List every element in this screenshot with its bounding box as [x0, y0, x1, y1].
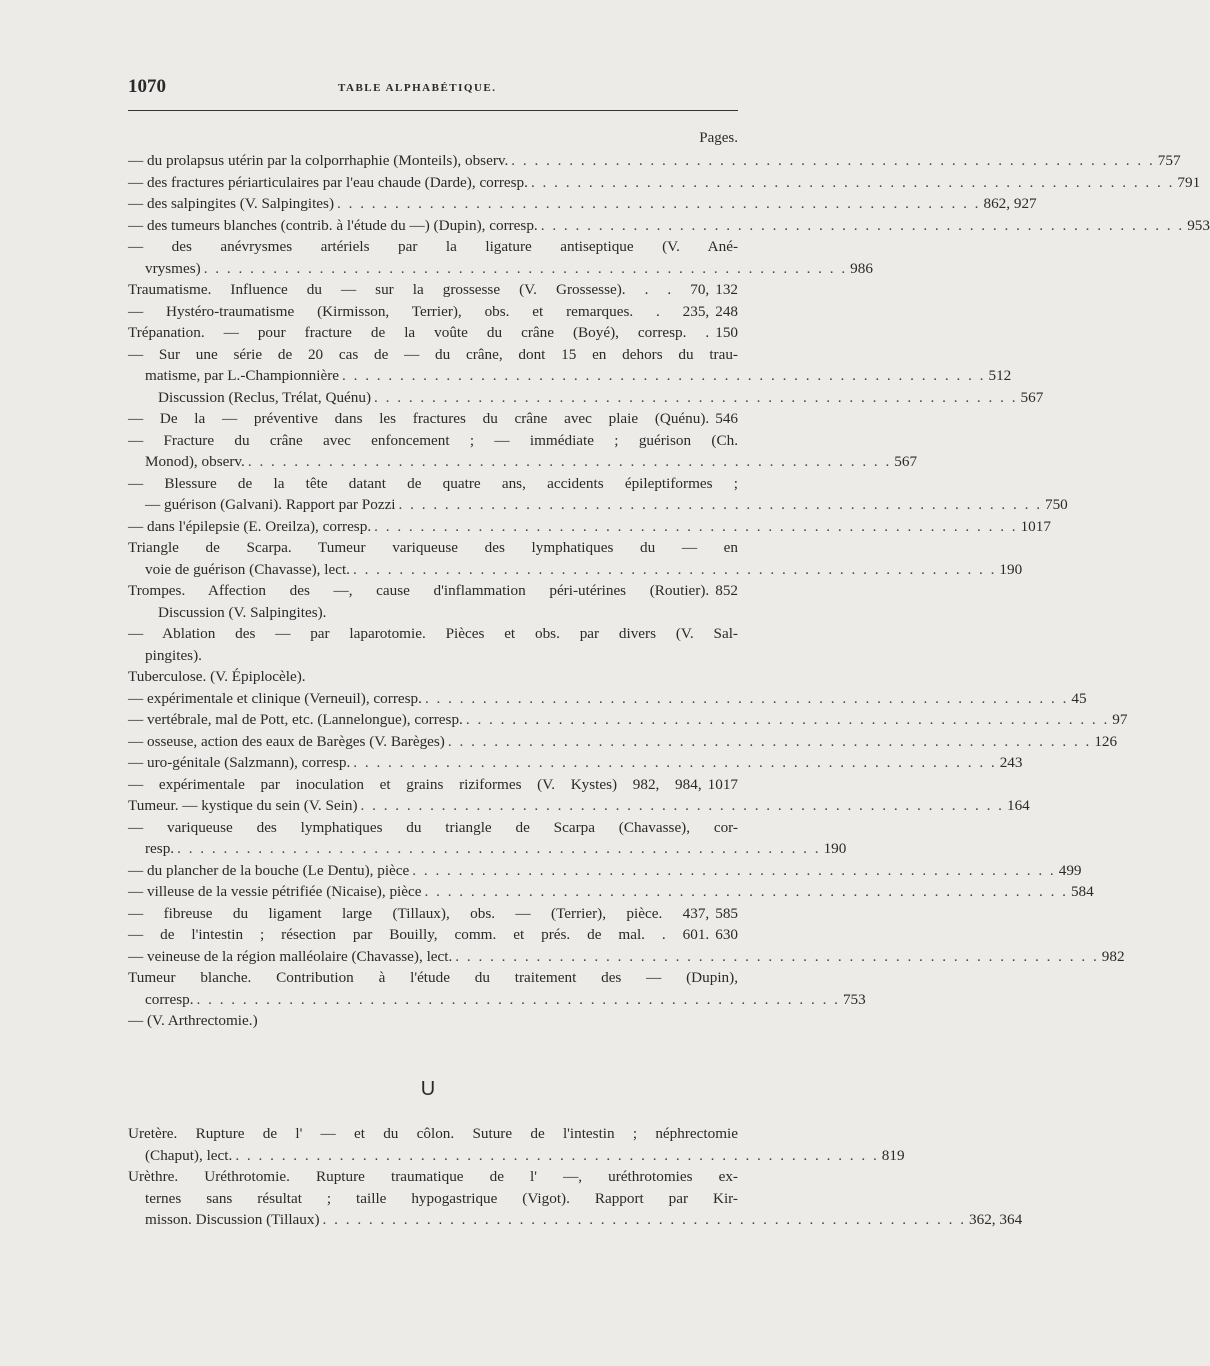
entry-text: — villeuse de la vessie pétrifiée (Nicaise), pièce — [128, 883, 422, 900]
page-reference: 150 — [715, 324, 738, 341]
dot-leader — [422, 688, 1071, 710]
dot-leader — [409, 860, 1058, 882]
page-reference: 567 — [1020, 388, 1044, 406]
entry-text: — Fracture du crâne avec enfoncement ; — immédiate ; guérison (Ch. — [128, 431, 738, 449]
index-line — [128, 709, 1128, 731]
dot-leader — [201, 258, 850, 280]
index-line — [128, 193, 1037, 215]
dot-leader — [194, 989, 843, 1011]
entry-text: resp. — [145, 840, 175, 857]
entry-text: Discussion (V. Salpingites). — [158, 603, 327, 621]
index-line — [128, 322, 738, 344]
running-title: TABLE ALPHABÉTIQUE. — [338, 82, 497, 94]
entry-text: — des anévrysmes artériels par la ligature antiseptique (V. Ané- — [128, 238, 738, 255]
index-line — [128, 666, 738, 688]
entry-text: Trépanation. — pour fracture de la voûte du crâne (Boyé), corresp. . — [128, 324, 710, 341]
page-reference: 97 — [1112, 711, 1128, 728]
page-reference: 362, 364 — [969, 1211, 1023, 1228]
page-reference: 567 — [894, 453, 918, 470]
index-line — [128, 1123, 738, 1145]
dot-leader — [350, 559, 999, 581]
section-letter: U — [420, 1078, 436, 1100]
entry-text: — Blessure de la tête datant de quatre ans, accidents épileptiformes ; — [128, 474, 738, 492]
page-reference: 1017 — [1020, 517, 1051, 535]
entry-text: pingites). — [145, 646, 202, 664]
dot-leader — [445, 731, 1094, 753]
page-number: 1070 — [128, 76, 166, 97]
page-reference: 953 — [1187, 216, 1210, 234]
page-reference: 499 — [1058, 861, 1082, 879]
index-line — [128, 1145, 905, 1167]
dot-leader — [508, 150, 1157, 172]
index-line — [128, 236, 738, 258]
page-reference: 630 — [715, 926, 738, 943]
page-reference: 190 — [999, 560, 1023, 578]
index-line — [128, 408, 738, 430]
entry-text: Monod), observ. — [145, 453, 245, 470]
entry-text: Trompes. Affection des —, cause d'inflammation péri-utérines (Routier). — [128, 582, 710, 599]
page-reference: 512 — [988, 367, 1012, 384]
index-line — [128, 752, 1023, 774]
entry-text: matisme, par L.-Championnière — [145, 367, 340, 384]
page-header — [128, 76, 738, 100]
entry-text: Traumatisme. Influence du — sur la grossesse (V. Grossesse). . . 70, — [128, 281, 710, 298]
dot-leader — [350, 752, 999, 774]
page-reference: 862, 927 — [983, 195, 1037, 212]
page-reference: 546 — [715, 410, 738, 427]
index-line — [128, 473, 738, 495]
page-reference: 757 — [1157, 152, 1181, 169]
index-line — [128, 1209, 1023, 1231]
entry-text: misson. Discussion (Tillaux) — [145, 1211, 320, 1228]
dot-leader — [320, 1209, 969, 1231]
index-line — [128, 344, 738, 366]
index-line — [128, 365, 1012, 387]
index-line — [128, 795, 1030, 817]
entry-text: Triangle de Scarpa. Tumeur variqueuse des lymphatiques du — en — [128, 539, 738, 556]
index-entries-u — [128, 1123, 1023, 1231]
dot-leader — [334, 193, 983, 215]
index-line — [128, 924, 738, 946]
index-line — [128, 580, 738, 602]
page-reference: 750 — [1044, 496, 1068, 513]
page-reference: 126 — [1094, 732, 1118, 750]
page-reference: 45 — [1071, 689, 1087, 707]
entry-text: — dans l'épilepsie (E. Oreilza), corresp. — [128, 517, 372, 535]
index-line — [128, 774, 738, 796]
entry-text: — osseuse, action des eaux de Barèges (V. Barèges) — [128, 732, 445, 750]
index-line — [128, 559, 1023, 581]
index-line — [128, 537, 738, 559]
index-line — [128, 838, 847, 860]
pages-column-label: Pages. — [699, 130, 738, 146]
page-reference: 585 — [715, 904, 738, 922]
index-line — [128, 967, 738, 989]
index-line — [128, 1010, 738, 1032]
index-line — [128, 451, 918, 473]
index-line — [128, 903, 738, 925]
page-reference: 1017 — [707, 775, 738, 793]
dot-leader — [528, 172, 1177, 194]
index-line — [128, 387, 1044, 409]
entry-text: Discussion (Reclus, Trélat, Quénu) — [158, 388, 372, 406]
index-line — [128, 279, 738, 301]
entry-text: — uro-génitale (Salzmann), corresp. — [128, 754, 351, 771]
entry-text: — guérison (Galvani). Rapport par Pozzi — [145, 496, 396, 513]
dot-leader — [358, 795, 1007, 817]
index-line — [128, 946, 1125, 968]
entry-text: — expérimentale par inoculation et grains riziformes (V. Kystes) 982, 984, — [128, 775, 702, 793]
page-reference: 248 — [715, 302, 738, 320]
entry-text: — Sur une série de 20 cas de — du crâne, dont 15 en dehors du trau- — [128, 345, 738, 363]
index-line — [128, 881, 1094, 903]
dot-leader — [463, 709, 1112, 731]
entry-text: Urèthre. Uréthrotomie. Rupture traumatique de l' —, uréthrotomies ex- — [128, 1168, 738, 1185]
index-line — [128, 645, 738, 667]
index-line — [128, 989, 866, 1011]
page-reference: 243 — [999, 754, 1023, 771]
entry-text: — De la — préventive dans les fractures du crâne avec plaie (Quénu). — [128, 410, 710, 427]
page-reference: 852 — [715, 582, 738, 599]
index-line — [128, 602, 738, 624]
entry-text: — veineuse de la région malléolaire (Chavasse), lect. — [128, 947, 453, 965]
header-rule — [128, 110, 738, 111]
entry-text: — expérimentale et clinique (Verneuil), corresp. — [128, 689, 422, 707]
dot-leader — [339, 365, 988, 387]
index-line — [128, 258, 873, 280]
page-reference: 982 — [1101, 947, 1125, 965]
entry-text: — de l'intestin ; résection par Bouilly, comm. et prés. de mal. . 601. — [128, 926, 710, 943]
entry-text: — vertébrale, mal de Pott, etc. (Lannelongue), corresp. — [128, 711, 463, 728]
entry-text: Tuberculose. (V. Épiplocèle). — [128, 668, 306, 685]
index-line — [128, 215, 1210, 237]
dot-leader — [538, 215, 1187, 237]
dot-leader — [422, 881, 1071, 903]
dot-leader — [371, 387, 1020, 409]
index-line — [128, 1166, 738, 1188]
page-reference: 986 — [850, 259, 873, 277]
index-line — [128, 860, 1082, 882]
dot-leader — [174, 838, 823, 860]
index-line — [128, 150, 1181, 172]
dot-leader — [371, 516, 1020, 538]
index-line — [128, 817, 738, 839]
entry-text: — du plancher de la bouche (Le Dentu), pièce — [128, 861, 410, 879]
index-line — [128, 623, 738, 645]
entry-text: — des tumeurs blanches (contrib. à l'étude du —) (Dupin), corresp. — [128, 216, 538, 234]
index-line — [128, 430, 738, 452]
entry-text: — variqueuse des lymphatiques du triangle de Scarpa (Chavasse), cor- — [128, 818, 738, 836]
entry-text: Tumeur blanche. Contribution à l'étude du traitement des — (Dupin), — [128, 969, 738, 986]
index-line — [128, 516, 1051, 538]
index-entries — [128, 150, 1210, 1032]
dot-leader — [245, 451, 894, 473]
entry-text: corresp. — [145, 990, 194, 1008]
index-line — [128, 494, 1068, 516]
entry-text: ternes sans résultat ; taille hypogastrique (Vigot). Rapport par Kir- — [145, 1189, 738, 1207]
entry-text: Tumeur. — kystique du sein (V. Sein) — [128, 797, 358, 814]
entry-text: — Ablation des — par laparotomie. Pièces et obs. par divers (V. Sal- — [128, 625, 738, 642]
page-reference: 791 — [1177, 173, 1201, 191]
page-reference: 753 — [842, 990, 866, 1008]
page-reference: 132 — [715, 281, 738, 298]
page-reference: 584 — [1070, 883, 1094, 900]
dot-leader — [232, 1145, 881, 1167]
entry-text: Uretère. Rupture de l' — et du côlon. Suture de l'intestin ; néphrectomie — [128, 1125, 738, 1142]
entry-text: — Hystéro-traumatisme (Kirmisson, Terrier), obs. et remarques. . 235, — [128, 302, 710, 320]
dot-leader — [452, 946, 1101, 968]
entry-text: — (V. Arthrectomie.) — [128, 1012, 258, 1029]
dot-leader — [396, 494, 1045, 516]
index-line — [128, 688, 1087, 710]
entry-text: vrysmes) — [145, 259, 201, 277]
entry-text: — fibreuse du ligament large (Tillaux), obs. — (Terrier), pièce. 437, — [128, 904, 710, 922]
entry-text: (Chaput), lect. — [145, 1146, 233, 1164]
entry-text: — des salpingites (V. Salpingites) — [128, 195, 335, 212]
page-reference: 190 — [823, 840, 847, 857]
index-line — [128, 1188, 738, 1210]
index-line — [128, 172, 1201, 194]
page-reference: 164 — [1006, 797, 1030, 814]
page-reference: 819 — [881, 1146, 905, 1164]
entry-text: voie de guérison (Chavasse), lect. — [145, 560, 350, 578]
index-line — [128, 731, 1118, 753]
index-line — [128, 301, 738, 323]
entry-text: — du prolapsus utérin par la colporrhaphie (Monteils), observ. — [128, 152, 509, 169]
entry-text: — des fractures périarticulaires par l'eau chaude (Darde), corresp. — [128, 173, 528, 191]
